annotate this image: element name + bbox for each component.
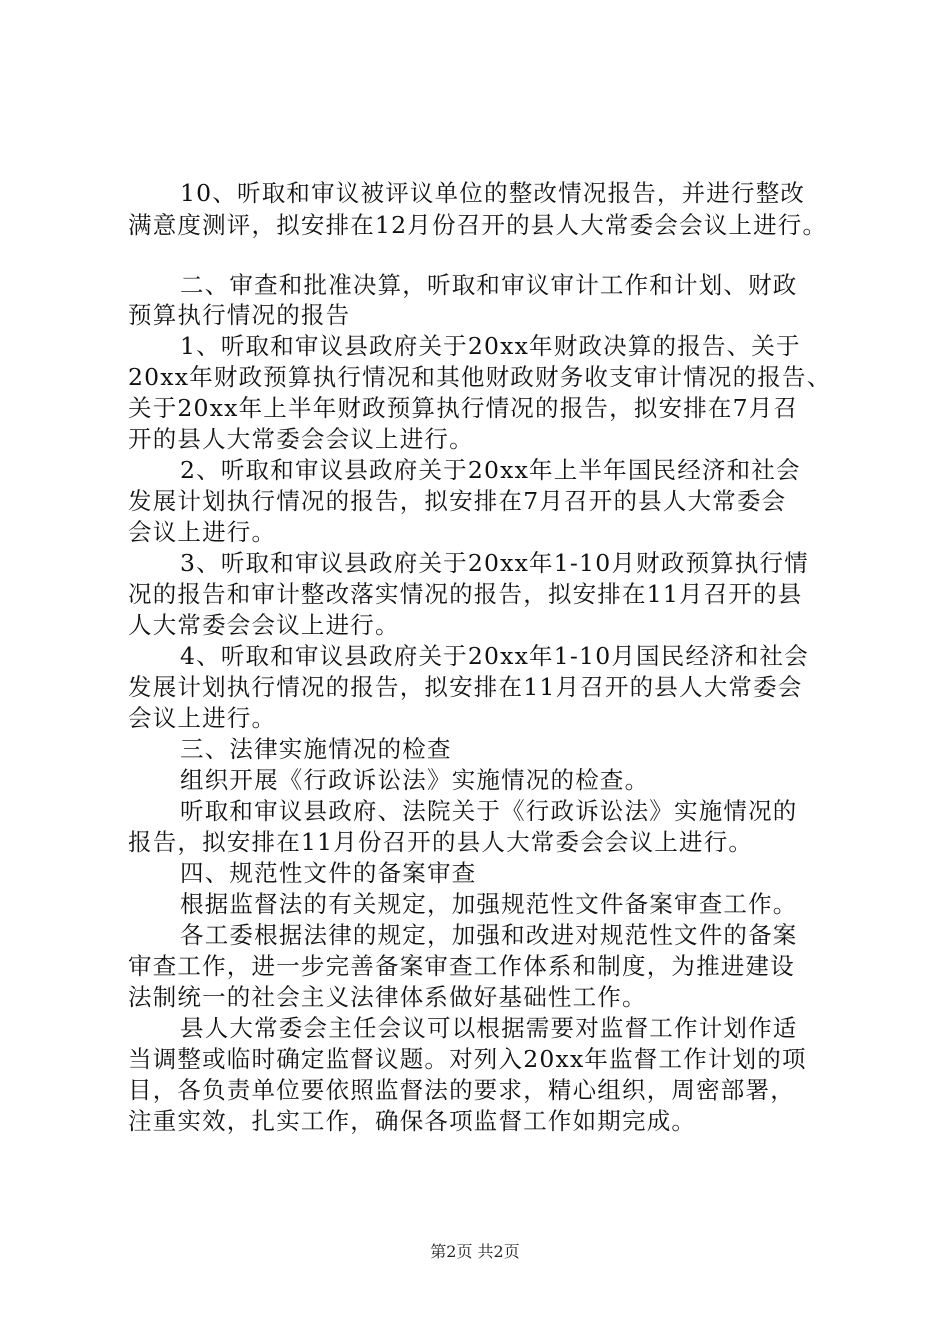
body-text-line: 20xx年财政预算执行情况和其他财政财务收支审计情况的报告、 bbox=[128, 363, 832, 391]
body-text-line: 目，各负责单位要依照监督法的要求，精心组织，周密部署， bbox=[128, 1076, 795, 1104]
body-text-line: 4、听取和审议县政府关于20xx年1-10月国民经济和社会 bbox=[180, 642, 809, 670]
body-text-line: 发展计划执行情况的报告，拟安排在7月召开的县人大常委会 bbox=[128, 487, 787, 515]
body-text-line: 报告，拟安排在11月份召开的县人大常委会会议上进行。 bbox=[128, 828, 754, 856]
body-text-line: 三、法律实施情况的检查 bbox=[180, 735, 452, 763]
body-text-line: 预算执行情况的报告 bbox=[128, 301, 351, 329]
body-text-line: 组织开展《行政诉讼法》实施情况的检查。 bbox=[180, 766, 650, 794]
body-text-line: 人大常委会会议上进行。 bbox=[128, 611, 400, 639]
body-text-line: 四、规范性文件的备案审查 bbox=[180, 859, 477, 887]
body-text-line: 听取和审议县政府、法院关于《行政诉讼法》实施情况的 bbox=[180, 797, 798, 825]
body-text-line: 法制统一的社会主义法律体系做好基础性工作。 bbox=[128, 983, 647, 1011]
body-text-line: 开的县人大常委会会议上进行。 bbox=[128, 425, 474, 453]
body-text-line: 审查工作，进一步完善备案审查工作体系和制度，为推进建设 bbox=[128, 952, 795, 980]
body-text-line: 会议上进行。 bbox=[128, 704, 277, 732]
body-text-line: 会议上进行。 bbox=[128, 518, 277, 546]
body-text-line: 2、听取和审议县政府关于20xx年上半年国民经济和社会 bbox=[180, 456, 801, 484]
body-text-line: 发展计划执行情况的报告，拟安排在11月召开的县人大常委会 bbox=[128, 673, 803, 701]
body-text-line: 县人大常委会主任会议可以根据需要对监督工作计划作适 bbox=[180, 1014, 798, 1042]
body-text-line: 1、听取和审议县政府关于20xx年财政决算的报告、关于 bbox=[180, 332, 801, 360]
body-text-line: 况的报告和审计整改落实情况的报告，拟安排在11月召开的县 bbox=[128, 580, 803, 608]
body-text-line: 注重实效，扎实工作，确保各项监督工作如期完成。 bbox=[128, 1107, 697, 1135]
body-text-line: 满意度测评，拟安排在12月份召开的县人大常委会会议上进行。 bbox=[128, 211, 828, 239]
body-text-line: 当调整或临时确定监督议题。对列入20xx年监督工作计划的项 bbox=[128, 1045, 807, 1073]
page-footer: 第2页 共2页 bbox=[430, 1242, 520, 1261]
body-text-line: 各工委根据法律的规定，加强和改进对规范性文件的备案 bbox=[180, 921, 798, 949]
body-text-line: 二、审查和批准决算，听取和审议审计工作和计划、财政 bbox=[180, 271, 798, 299]
body-text-line: 根据监督法的有关规定，加强规范性文件备案审查工作。 bbox=[180, 890, 798, 918]
body-text-line: 关于20xx年上半年财政预算执行情况的报告，拟安排在7月召 bbox=[128, 394, 799, 422]
body-text-line: 3、听取和审议县政府关于20xx年1-10月财政预算执行情 bbox=[180, 549, 809, 577]
body-text-line: 10、听取和审议被评议单位的整改情况报告，并进行整改 bbox=[180, 179, 806, 207]
